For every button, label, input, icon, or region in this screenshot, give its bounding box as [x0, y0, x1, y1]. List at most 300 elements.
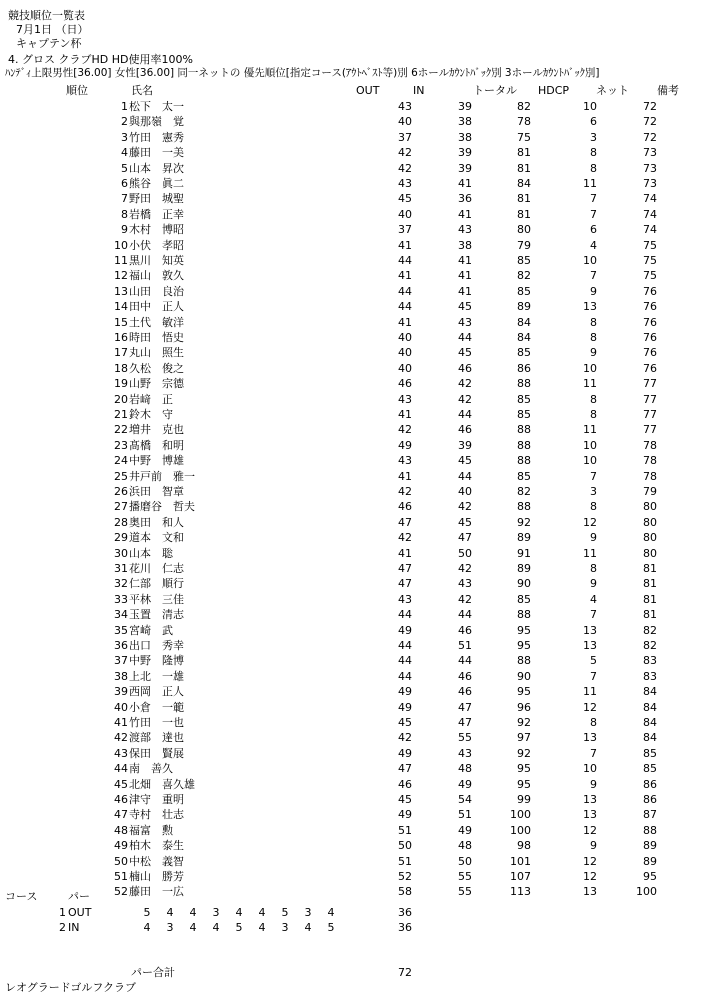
total-score: 95	[517, 685, 531, 699]
player-name: 松下 太一	[129, 100, 184, 113]
total-score: 85	[517, 346, 531, 360]
table-row	[0, 808, 718, 821]
in-score: 38	[458, 238, 472, 252]
table-row	[0, 731, 718, 744]
hdcp-value: 7	[590, 269, 597, 283]
table-row	[0, 608, 718, 621]
course-no: 1	[59, 906, 66, 919]
hdcp-value: 8	[590, 331, 597, 344]
net-score: 77	[643, 423, 657, 437]
net-score: 73	[643, 161, 657, 175]
hdcp-value: 13	[583, 793, 597, 806]
out-score: 47	[398, 577, 412, 591]
out-score: 41	[398, 269, 412, 283]
rank-cell: 16	[114, 331, 128, 344]
rank-cell: 11	[114, 254, 128, 267]
out-score: 42	[398, 146, 412, 160]
net-score: 77	[643, 392, 657, 406]
total-score: 85	[517, 254, 531, 267]
in-score: 44	[458, 608, 472, 622]
net-score: 83	[643, 654, 657, 668]
out-score: 49	[398, 438, 412, 452]
net-score: 76	[643, 361, 657, 375]
hole-par: 5	[235, 921, 243, 934]
player-name: 仁部 順行	[129, 577, 184, 591]
total-score: 88	[517, 377, 531, 391]
out-score: 46	[398, 777, 412, 791]
net-score: 79	[643, 485, 657, 498]
rank-cell: 4	[121, 146, 128, 160]
out-score: 44	[398, 284, 412, 298]
hdcp-value: 9	[590, 839, 597, 853]
table-row	[0, 454, 718, 467]
in-score: 49	[458, 777, 472, 791]
hdcp-value: 11	[583, 546, 597, 560]
in-score: 50	[458, 854, 472, 868]
in-score: 46	[458, 669, 472, 683]
net-score: 84	[643, 700, 657, 714]
player-name: 花川 仁志	[129, 562, 184, 575]
out-score: 42	[398, 161, 412, 175]
net-score: 80	[643, 546, 657, 560]
hdcp-value: 8	[590, 392, 597, 406]
rank-cell: 20	[114, 392, 128, 406]
total-score: 85	[517, 408, 531, 421]
table-row	[0, 269, 718, 282]
hdcp-value: 6	[590, 223, 597, 237]
rank-cell: 6	[121, 177, 128, 190]
player-name: 岩﨑 正	[129, 392, 173, 406]
rank-cell: 22	[114, 423, 128, 437]
rank-cell: 31	[114, 562, 128, 575]
table-row	[0, 223, 718, 236]
net-score: 85	[643, 746, 657, 760]
rank-cell: 44	[114, 762, 128, 776]
table-row	[0, 423, 718, 436]
player-name: 黒川 知英	[129, 254, 184, 267]
in-score: 44	[458, 469, 472, 483]
total-score: 84	[517, 315, 531, 329]
out-score: 40	[398, 115, 412, 129]
out-score: 44	[398, 608, 412, 622]
rank-cell: 13	[114, 284, 128, 298]
out-score: 40	[398, 346, 412, 360]
rank-cell: 52	[114, 885, 128, 899]
rank-cell: 42	[114, 731, 128, 745]
total-score: 99	[517, 793, 531, 806]
out-score: 44	[398, 300, 412, 314]
hdcp-value: 6	[590, 115, 597, 129]
out-score: 45	[398, 793, 412, 806]
rank-cell: 5	[121, 161, 128, 175]
table-row	[0, 177, 718, 190]
player-name: 熊谷 眞二	[129, 177, 184, 190]
in-score: 45	[458, 454, 472, 468]
in-score: 42	[458, 592, 472, 606]
hdcp-value: 8	[590, 716, 597, 729]
table-row	[0, 870, 718, 883]
table-row	[0, 439, 718, 452]
hdcp-value: 4	[590, 238, 597, 252]
out-score: 49	[398, 685, 412, 699]
event-name: キャプテン杯	[16, 37, 82, 50]
hdcp-value: 8	[590, 408, 597, 421]
table-row	[0, 316, 718, 329]
hdcp-value: 13	[583, 639, 597, 652]
in-score: 44	[458, 331, 472, 344]
table-row	[0, 500, 718, 513]
out-score: 43	[398, 454, 412, 468]
in-score: 43	[458, 577, 472, 591]
out-score: 47	[398, 762, 412, 776]
total-score: 82	[517, 485, 531, 498]
player-name: 岩橋 正幸	[129, 207, 184, 221]
net-score: 86	[643, 793, 657, 806]
course-no: 2	[59, 921, 66, 934]
course-label: コース	[5, 890, 38, 903]
hdcp-value: 9	[590, 284, 597, 298]
table-row	[0, 639, 718, 652]
par-total-value: 72	[398, 966, 412, 979]
net-score: 78	[643, 454, 657, 468]
total-score: 82	[517, 100, 531, 113]
competition-format: 4. グロス クラブHD HD使用率100%	[8, 53, 193, 66]
total-score: 96	[517, 700, 531, 714]
net-score: 80	[643, 500, 657, 514]
player-name: 與那嶺 覚	[129, 115, 184, 129]
rank-cell: 1	[121, 100, 128, 113]
hdcp-value: 8	[590, 161, 597, 175]
out-score: 44	[398, 654, 412, 668]
total-score: 75	[517, 130, 531, 144]
hdcp-value: 9	[590, 346, 597, 360]
in-score: 39	[458, 100, 472, 113]
table-row	[0, 192, 718, 205]
handicap-rules: ﾊﾝﾃﾞｨ上限男性[36.00] 女性[36.00] 同一ネットの 優先順位[指定コース(ｱｳﾄﾍﾞｽﾄ等)別 6ホールｶｳﾝﾄﾊﾞｯｸ別 3ホールｶｳﾝﾄﾊﾞｯｸ別]	[5, 67, 600, 79]
in-score: 42	[458, 392, 472, 406]
table-row	[0, 346, 718, 359]
out-score: 43	[398, 100, 412, 113]
net-score: 85	[643, 762, 657, 776]
rank-cell: 51	[114, 870, 128, 883]
player-name: 時田 悟史	[129, 331, 184, 344]
player-name: 中野 隆博	[129, 654, 184, 668]
in-score: 42	[458, 500, 472, 514]
total-score: 85	[517, 592, 531, 606]
hdcp-value: 12	[583, 823, 597, 837]
net-score: 78	[643, 438, 657, 452]
rank-cell: 28	[114, 515, 128, 529]
in-score: 39	[458, 161, 472, 175]
rank-cell: 10	[114, 238, 128, 252]
in-score: 41	[458, 269, 472, 283]
net-score: 76	[643, 346, 657, 360]
player-name: 鈴木 守	[129, 408, 173, 421]
net-score: 82	[643, 623, 657, 637]
hdcp-value: 11	[583, 423, 597, 437]
rank-cell: 27	[114, 500, 128, 514]
player-name: 山田 良治	[129, 284, 184, 298]
in-score: 38	[458, 130, 472, 144]
hdcp-value: 7	[590, 746, 597, 760]
hdcp-value: 4	[590, 592, 597, 606]
table-row	[0, 208, 718, 221]
hole-par: 5	[281, 906, 289, 919]
player-name: 奥田 和人	[129, 515, 184, 529]
out-score: 43	[398, 392, 412, 406]
par-total-label: パー合計	[131, 966, 175, 979]
hdcp-value: 7	[590, 207, 597, 221]
hole-par: 5	[327, 921, 335, 934]
in-score: 41	[458, 284, 472, 298]
in-score: 46	[458, 361, 472, 375]
player-name: 小伏 孝昭	[129, 238, 184, 252]
course-row	[0, 906, 718, 919]
in-score: 45	[458, 300, 472, 314]
hdcp-value: 7	[590, 669, 597, 683]
table-row	[0, 331, 718, 344]
hdcp-value: 3	[590, 485, 597, 498]
total-score: 107	[510, 870, 531, 883]
in-score: 38	[458, 115, 472, 129]
net-score: 74	[643, 192, 657, 206]
table-row	[0, 377, 718, 390]
out-score: 41	[398, 315, 412, 329]
total-score: 92	[517, 515, 531, 529]
hdcp-value: 11	[583, 177, 597, 190]
player-name: 小倉 一範	[129, 700, 184, 714]
total-score: 95	[517, 777, 531, 791]
in-score: 41	[458, 254, 472, 267]
out-score: 41	[398, 408, 412, 421]
out-score: 41	[398, 238, 412, 252]
net-score: 76	[643, 300, 657, 314]
table-row	[0, 885, 718, 898]
hdcp-value: 13	[583, 731, 597, 745]
out-score: 51	[398, 823, 412, 837]
net-score: 84	[643, 731, 657, 745]
hdcp-value: 13	[583, 885, 597, 899]
rank-cell: 30	[114, 546, 128, 560]
player-name: 平林 三佳	[129, 592, 184, 606]
in-score: 50	[458, 546, 472, 560]
hdcp-value: 9	[590, 777, 597, 791]
total-score: 85	[517, 392, 531, 406]
hdcp-value: 10	[583, 100, 597, 113]
in-score: 46	[458, 685, 472, 699]
rank-cell: 33	[114, 592, 128, 606]
net-score: 80	[643, 531, 657, 545]
net-score: 88	[643, 823, 657, 837]
out-score: 40	[398, 207, 412, 221]
rank-cell: 14	[114, 300, 128, 314]
out-score: 40	[398, 361, 412, 375]
hdcp-value: 12	[583, 700, 597, 714]
table-row	[0, 362, 718, 375]
table-row	[0, 100, 718, 113]
total-score: 90	[517, 577, 531, 591]
net-score: 75	[643, 269, 657, 283]
total-score: 81	[517, 161, 531, 175]
hole-par: 4	[304, 921, 312, 934]
player-name: 山本 昇次	[129, 161, 184, 175]
player-name: 福富 勲	[129, 823, 173, 837]
total-score: 89	[517, 562, 531, 575]
total-score: 98	[517, 839, 531, 853]
rank-cell: 45	[114, 777, 128, 791]
player-name: 井戸前 雅一	[129, 469, 195, 483]
net-score: 95	[643, 870, 657, 883]
in-score: 43	[458, 746, 472, 760]
total-score: 84	[517, 331, 531, 344]
total-score: 91	[517, 546, 531, 560]
player-name: 藤田 一広	[129, 885, 184, 899]
table-row	[0, 562, 718, 575]
in-score: 51	[458, 639, 472, 652]
player-name: 上北 一雄	[129, 669, 184, 683]
table-row	[0, 239, 718, 252]
out-score: 42	[398, 423, 412, 437]
hole-par: 4	[143, 921, 151, 934]
net-score: 100	[636, 885, 657, 899]
net-score: 87	[643, 808, 657, 822]
hdcp-value: 8	[590, 146, 597, 160]
player-name: 山野 宗德	[129, 377, 184, 391]
table-row	[0, 146, 718, 159]
total-score: 89	[517, 300, 531, 314]
table-row	[0, 547, 718, 560]
player-name: 竹田 憲秀	[129, 130, 184, 144]
hdcp-value: 10	[583, 762, 597, 776]
in-score: 41	[458, 207, 472, 221]
col-hdcp: HDCP	[538, 84, 570, 97]
table-row	[0, 624, 718, 637]
player-name: 藤田 一美	[129, 146, 184, 160]
player-name: 津守 重明	[129, 793, 184, 806]
table-row	[0, 516, 718, 529]
table-row	[0, 685, 718, 698]
rank-cell: 23	[114, 438, 128, 452]
net-score: 89	[643, 854, 657, 868]
hole-par: 4	[189, 921, 197, 934]
table-row	[0, 778, 718, 791]
hole-par: 5	[143, 906, 151, 919]
rank-cell: 17	[114, 346, 128, 360]
col-rank: 順位	[66, 84, 88, 97]
out-score: 45	[398, 716, 412, 729]
net-score: 78	[643, 469, 657, 483]
out-score: 42	[398, 731, 412, 745]
net-score: 86	[643, 777, 657, 791]
table-row	[0, 762, 718, 775]
net-score: 77	[643, 408, 657, 421]
total-score: 81	[517, 146, 531, 160]
rank-cell: 35	[114, 623, 128, 637]
player-name: 髙橋 和明	[129, 438, 184, 452]
course-par-total: 36	[398, 906, 412, 919]
in-score: 47	[458, 716, 472, 729]
in-score: 45	[458, 515, 472, 529]
hole-par: 4	[258, 906, 266, 919]
net-score: 74	[643, 207, 657, 221]
hole-par: 4	[166, 906, 174, 919]
out-score: 49	[398, 746, 412, 760]
out-score: 41	[398, 469, 412, 483]
net-score: 73	[643, 177, 657, 190]
in-score: 39	[458, 146, 472, 160]
table-row	[0, 793, 718, 806]
net-score: 84	[643, 716, 657, 729]
course-par-total: 36	[398, 921, 412, 934]
out-score: 37	[398, 223, 412, 237]
rank-cell: 36	[114, 639, 128, 652]
hdcp-value: 7	[590, 469, 597, 483]
hdcp-value: 13	[583, 300, 597, 314]
table-row	[0, 485, 718, 498]
net-score: 76	[643, 315, 657, 329]
total-score: 88	[517, 423, 531, 437]
col-out: OUT	[356, 84, 380, 97]
out-score: 49	[398, 700, 412, 714]
in-score: 48	[458, 839, 472, 853]
rank-cell: 46	[114, 793, 128, 806]
rank-cell: 8	[121, 207, 128, 221]
total-score: 113	[510, 885, 531, 899]
table-row	[0, 824, 718, 837]
table-row	[0, 654, 718, 667]
rank-cell: 32	[114, 577, 128, 591]
in-score: 45	[458, 346, 472, 360]
table-row	[0, 577, 718, 590]
player-name: 楠山 勝芳	[129, 870, 184, 883]
table-row	[0, 593, 718, 606]
hdcp-value: 12	[583, 870, 597, 883]
rank-cell: 29	[114, 531, 128, 545]
par-label: パー	[68, 890, 90, 903]
in-score: 42	[458, 562, 472, 575]
player-name: 中松 義智	[129, 854, 184, 868]
out-score: 43	[398, 177, 412, 190]
net-score: 80	[643, 515, 657, 529]
hdcp-value: 7	[590, 192, 597, 206]
in-score: 39	[458, 438, 472, 452]
course-name: IN	[68, 921, 80, 934]
total-score: 85	[517, 284, 531, 298]
rank-cell: 3	[121, 130, 128, 144]
total-score: 80	[517, 223, 531, 237]
total-score: 88	[517, 438, 531, 452]
total-score: 88	[517, 500, 531, 514]
net-score: 81	[643, 562, 657, 575]
in-score: 43	[458, 223, 472, 237]
rank-cell: 15	[114, 315, 128, 329]
rank-cell: 9	[121, 223, 128, 237]
table-row	[0, 855, 718, 868]
in-score: 42	[458, 377, 472, 391]
total-score: 100	[510, 823, 531, 837]
table-row	[0, 670, 718, 683]
in-score: 49	[458, 823, 472, 837]
net-score: 74	[643, 223, 657, 237]
net-score: 72	[643, 130, 657, 144]
hole-par: 4	[189, 906, 197, 919]
in-score: 36	[458, 192, 472, 206]
out-score: 44	[398, 669, 412, 683]
in-score: 46	[458, 423, 472, 437]
table-row	[0, 254, 718, 267]
event-date: 7月1日 （日）	[16, 23, 89, 36]
table-row	[0, 115, 718, 128]
